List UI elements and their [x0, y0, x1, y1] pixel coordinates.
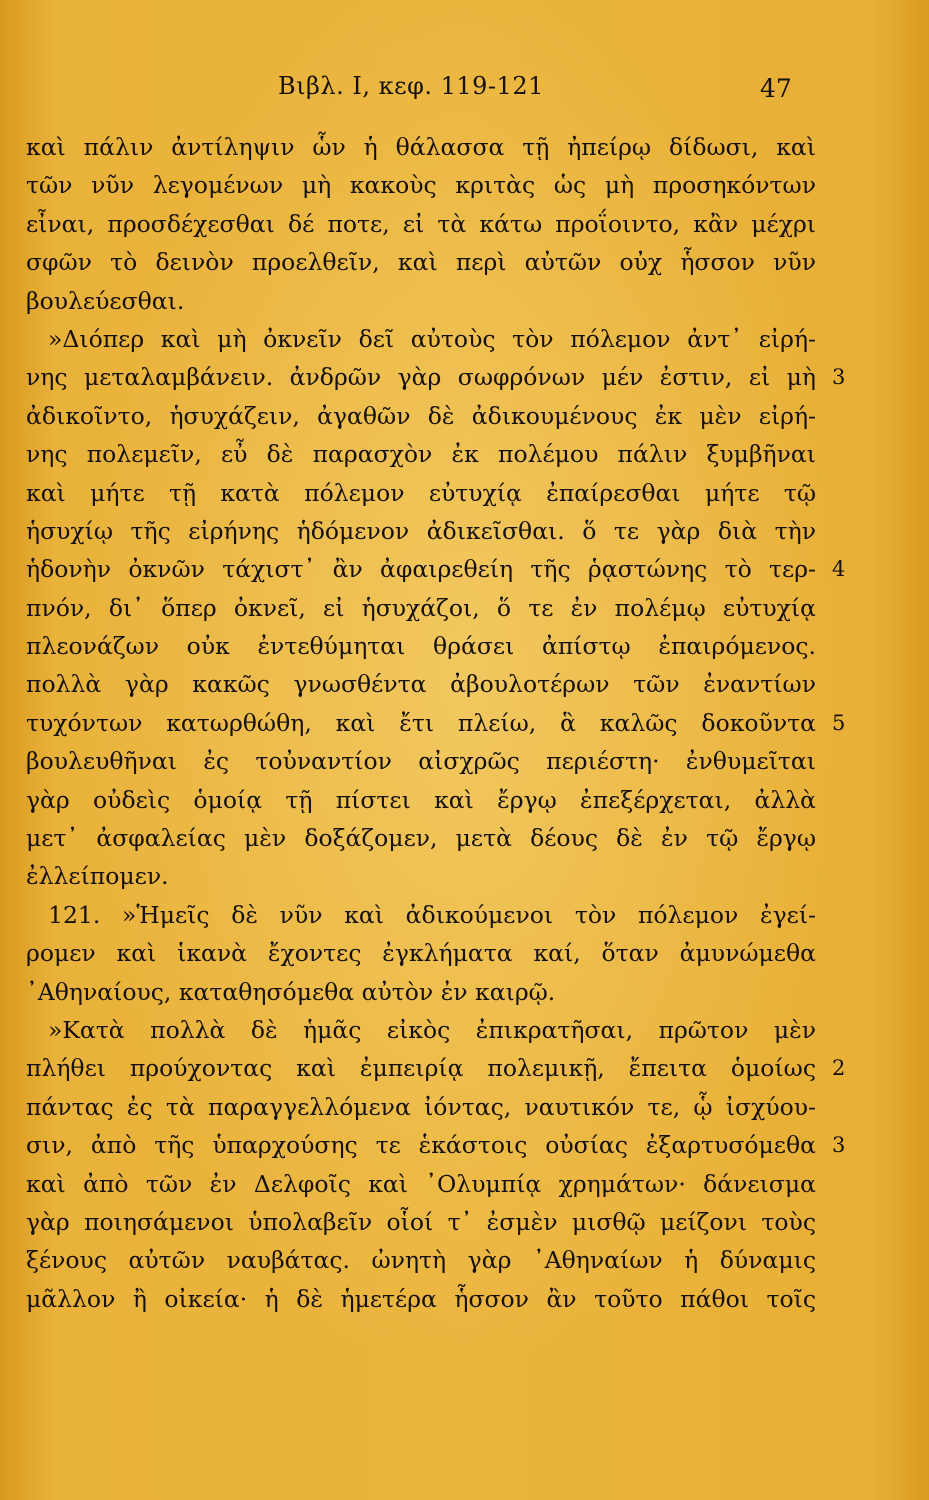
line-text: ρομεν καὶ ἱκανὰ ἔχοντες ἐγκλήματα καί, ὅταν ἀμυνώμεθα [26, 939, 816, 968]
line-text: νης πολεμεῖν, εὖ δὲ παρασχὸν ἐκ πολέμου πάλιν ξυμβῆναι [26, 440, 816, 469]
line-text: νης μεταλαμβάνειν. ἀνδρῶν γὰρ σωφρόνων μέν ἐστιν, εἰ μὴ [26, 363, 816, 392]
text-line [26, 128, 816, 166]
line-text: ᾽Αθηναίους, καταθησόμεθα αὐτὸν ἐν καιρῷ. [26, 977, 556, 1006]
text-line [26, 857, 816, 895]
line-text: βουλευθῆναι ἐς τοὐναντίον αἰσχρῶς περιέστη· ἐνθυμεῖται [26, 747, 816, 776]
line-text: καὶ πάλιν ἀντίληψιν ὧν ἡ θάλασσα τῇ ἠπείρῳ δίδωσι, καὶ [26, 133, 816, 161]
line-text: βουλεύεσθαι. [26, 286, 185, 315]
line-text: ἡσυχίῳ τῆς εἰρήνης ἡδόμενον ἀδικεῖσθαι. ὅ τε γὰρ διὰ τὴν [26, 516, 816, 545]
text-line [26, 896, 816, 934]
text-line [26, 550, 816, 588]
line-text: γὰρ οὐδεὶς ὁμοίᾳ τῇ πίστει καὶ ἔργῳ ἐπεξέρχεται, ἀλλὰ [26, 785, 816, 814]
line-text: εἶναι, προσδέχεσθαι δέ ποτε, εἰ τὰ κάτω προΐοιντο, κἂν μέχρι [26, 209, 816, 238]
text-line [26, 243, 816, 281]
line-text: ξένους αὐτῶν ναυβάτας. ὠνητὴ γὰρ ᾽Αθηναίων ἡ δύναμις [26, 1246, 816, 1275]
body-text [26, 128, 846, 1318]
text-line [26, 704, 816, 742]
text-line [26, 627, 816, 665]
line-text: πολλὰ γὰρ κακῶς γνωσθέντα ἀβουλοτέρων τῶν ἐναντίων [26, 670, 816, 699]
text-line [26, 435, 816, 473]
line-text: ἀδικοῖντο, ἡσυχάζειν, ἀγαθῶν δὲ ἀδικουμένους ἐκ μὲν εἰρή- [26, 401, 816, 430]
text-line [26, 742, 816, 780]
line-text: γὰρ ποιησάμενοι ὑπολαβεῖν οἷοί τ᾽ ἐσμὲν μισθῷ μείζονι τοὺς [26, 1207, 816, 1236]
text-line [26, 781, 816, 819]
line-text: »Διόπερ καὶ μὴ ὀκνεῖν δεῖ αὐτοὺς τὸν πόλεμον ἀντ᾽ εἰρή- [48, 324, 816, 353]
margin-section-number: 5 [832, 710, 846, 735]
line-text: πνόν, δι᾽ ὅπερ ὀκνεῖ, εἰ ἡσυχάζοι, ὅ τε ἐν πολέμῳ εὐτυχίᾳ [26, 593, 816, 622]
text-line [26, 1241, 816, 1279]
text-line [26, 166, 816, 204]
text-line [26, 973, 816, 1011]
line-text: ἡδονὴν ὀκνῶν τάχιστ᾽ ἂν ἀφαιρεθείη τῆς ῥᾳστώνης τὸ τερ- [26, 555, 816, 584]
page-header [0, 72, 929, 112]
line-text: πλήθει προύχοντας καὶ ἐμπειρίᾳ πολεμικῇ, ἔπειτα ὁμοίως [26, 1054, 816, 1083]
text-line [26, 934, 816, 972]
line-text: ἐλλείπομεν. [26, 862, 169, 891]
line-text: πλεονάζων οὐκ ἐντεθύμηται θράσει ἀπίστῳ ἐπαιρόμενος. [26, 632, 816, 661]
line-text: μετ᾽ ἀσφαλείας μὲν δοξάζομεν, μετὰ δέους δὲ ἐν τῷ ἔργῳ [26, 824, 816, 853]
line-text: »Κατὰ πολλὰ δὲ ἡμᾶς εἰκὸς ἐπικρατῆσαι, πρῶτον μὲν [48, 1015, 816, 1044]
line-text: πάντας ἐς τὰ παραγγελλόμενα ἰόντας, ναυτικόν τε, ᾧ ἰσχύου- [26, 1092, 816, 1121]
line-text: 121. »Ἡμεῖς δὲ νῦν καὶ ἀδικούμενοι τὸν πόλεμον ἐγεί- [48, 900, 816, 929]
running-head: Βιβλ. I, κεφ. 119-121 [278, 72, 544, 100]
margin-section-number: 3 [832, 365, 846, 390]
text-line [26, 1126, 816, 1164]
line-text: τῶν νῦν λεγομένων μὴ κακοὺς κριτὰς ὡς μὴ προσηκόντων [26, 171, 816, 200]
line-text: σφῶν τὸ δεινὸν προελθεῖν, καὶ περὶ αὐτῶν οὐχ ἧσσον νῦν [26, 248, 816, 277]
line-text: καὶ ἀπὸ τῶν ἐν Δελφοῖς καὶ ᾽Ολυμπίᾳ χρημάτων· δάνεισμα [26, 1169, 816, 1198]
margin-section-number: 3 [832, 1133, 846, 1158]
line-text: καὶ μήτε τῇ κατὰ πόλεμον εὐτυχίᾳ ἐπαίρεσθαι μήτε τῷ [26, 478, 816, 507]
page-number: 47 [760, 74, 792, 103]
text-line [26, 589, 816, 627]
text-line [26, 205, 816, 243]
text-line [26, 282, 816, 320]
line-text: τυχόντων κατωρθώθη, καὶ ἔτι πλείω, ἃ καλῶς δοκοῦντα [26, 708, 816, 737]
text-line [26, 1049, 816, 1087]
text-line [26, 1203, 816, 1241]
text-line [26, 397, 816, 435]
text-line [26, 819, 816, 857]
text-line [26, 1165, 816, 1203]
margin-section-number: 4 [832, 557, 846, 582]
line-text: σιν, ἀπὸ τῆς ὑπαρχούσης τε ἑκάστοις οὐσίας ἐξαρτυσόμεθα [26, 1131, 816, 1160]
line-text: μᾶλλον ἢ οἰκεία· ἡ δὲ ἡμετέρα ἧσσον ἂν τοῦτο πάθοι τοῖς [26, 1284, 816, 1313]
text-line [26, 474, 816, 512]
margin-section-number: 2 [832, 1056, 846, 1081]
text-line [26, 358, 816, 396]
text-line [26, 1280, 816, 1318]
